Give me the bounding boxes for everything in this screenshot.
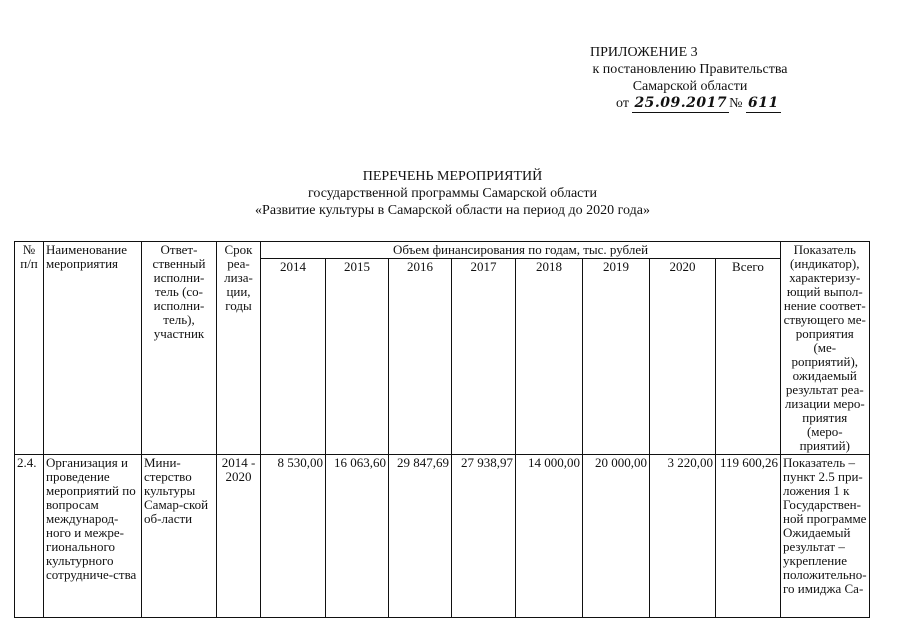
handwritten-date: 25.09.2017 — [634, 95, 728, 111]
title-line-2: государственной программы Самарской области — [308, 186, 597, 201]
header-year: 2014 — [261, 259, 326, 455]
header-year: 2016 — [389, 259, 452, 455]
row-value-total: 119 600,26 — [716, 455, 781, 618]
header-year: 2018 — [516, 259, 583, 455]
title-line-3: «Развитие культуры в Самарской области на период до 2020 года» — [255, 203, 650, 218]
header-year: 2020 — [650, 259, 716, 455]
header-indicator: Показатель (индикатор), характеризу-ющий выпол-нение соответ-ствующего ме-роприятия (ме-роприятий), ожидаемый результат реа-лизации меро-приятия (меро-приятий) — [781, 242, 870, 455]
row-indicator: Показатель – пункт 2.5 при-ложения 1 к Государствен-ной программе Ожидаемый результат – укрепление положительно-го имиджа Са- — [781, 455, 870, 618]
row-term: 2014 - 2020 — [217, 455, 261, 618]
header-year: 2017 — [452, 259, 516, 455]
header-funding: Объем финансирования по годам, тыс. рублей — [261, 242, 781, 259]
header-total: Всего — [716, 259, 781, 455]
appendix-header — [560, 44, 860, 113]
header-num: № п/п — [15, 242, 44, 455]
header-row-1 — [15, 242, 870, 259]
table-row — [15, 455, 870, 618]
row-name: Организация и проведение мероприятий по вопросам международ-ного и межре-гионального культурного сотрудниче-ства — [44, 455, 142, 618]
document-title — [0, 168, 905, 219]
header-year: 2019 — [583, 259, 650, 455]
row-responsible: Мини-стерство культуры Самар-ской об-ласти — [142, 455, 217, 618]
row-value-2018: 14 000,00 — [516, 455, 583, 618]
number-label: № — [729, 96, 743, 111]
header-responsible: Ответ-ственный исполни-тель (со-исполни-тель), участник — [142, 242, 217, 455]
appendix-date-line — [616, 95, 876, 113]
row-value-2017: 27 938,97 — [452, 455, 516, 618]
appendix-region: Самарской области — [632, 79, 748, 94]
row-value-2020: 3 220,00 — [650, 455, 716, 618]
header-year: 2015 — [326, 259, 389, 455]
appendix-resolution: к постановлению Правительства — [592, 62, 788, 77]
from-label: от — [616, 96, 629, 111]
row-value-2014: 8 530,00 — [261, 455, 326, 618]
appendix-title: ПРИЛОЖЕНИЕ 3 — [590, 45, 698, 60]
row-num: 2.4. — [15, 455, 44, 618]
row-value-2016: 29 847,69 — [389, 455, 452, 618]
header-name: Наименование мероприятия — [44, 242, 142, 455]
handwritten-number: 611 — [747, 95, 779, 111]
header-term: Срок реа-лиза-ции, годы — [217, 242, 261, 455]
title-line-1: ПЕРЕЧЕНЬ МЕРОПРИЯТИЙ — [362, 169, 543, 184]
row-value-2019: 20 000,00 — [583, 455, 650, 618]
measures-table — [14, 241, 870, 618]
row-value-2015: 16 063,60 — [326, 455, 389, 618]
